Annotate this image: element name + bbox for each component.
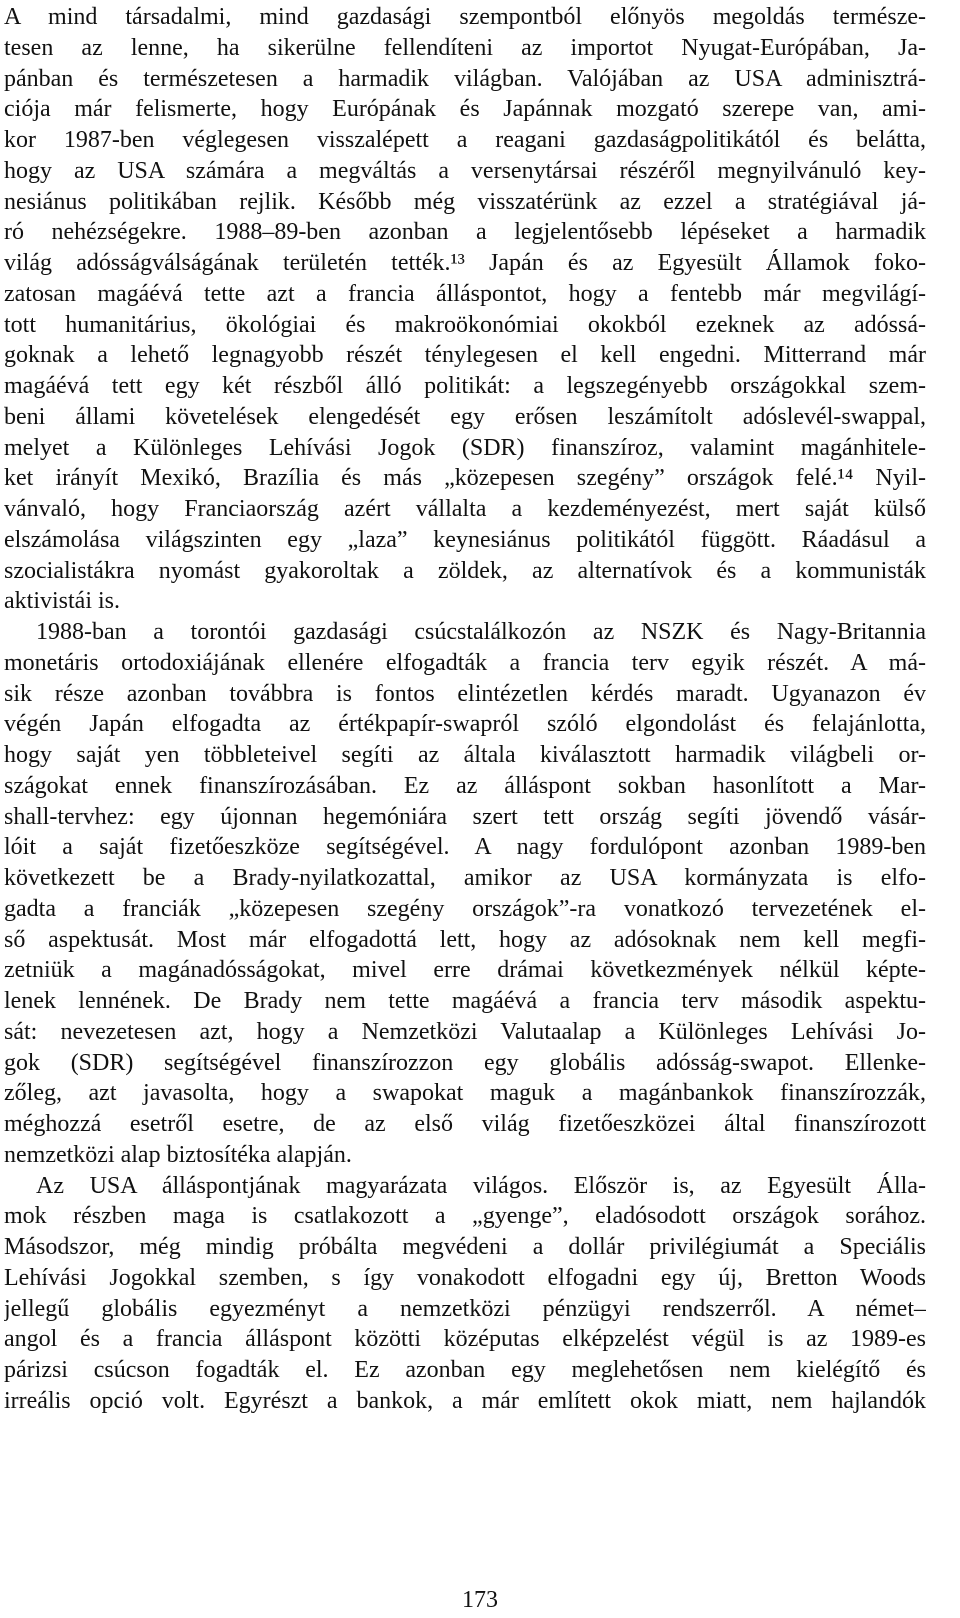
text-line: ső aspektusát. Most már elfogadottá lett, hogy az adósoknak nem kell megfi-	[4, 926, 926, 953]
text-line: Lehívási Jogokkal szemben, s így vonakodott elfogadni egy új, Bretton Woods	[4, 1264, 926, 1291]
text-line: nemzetközi alap biztosítéka alapján.	[4, 1141, 352, 1168]
text-line: zőleg, azt javasolta, hogy a swapokat maguk a magánbankok finanszírozzák,	[4, 1080, 926, 1107]
text-line: A mind társadalmi, mind gazdasági szempontból előnyös megoldás természe-	[4, 4, 926, 30]
text-line: nesiánus politikában rejlik. Később még visszatérünk az ezzel a stratégiával já-	[4, 188, 926, 215]
text-line: beni állami követelések elengedését egy erősen leszámítolt adóslevél-swappal,	[4, 403, 926, 430]
text-line: hogy saját yen többleteivel segíti az általa kiválasztott harmadik világbeli or-	[4, 742, 926, 768]
body-text	[4, 2, 926, 1417]
text-line: irreális opció volt. Egyrészt a bankok, a már említett okok miatt, nem hajlandók	[4, 1387, 926, 1414]
text-line: 1988-ban a torontói gazdasági csúcstalálkozón az NSZK és Nagy-Britannia	[36, 619, 926, 645]
text-line: vánvaló, hogy Franciaország azért vállalta a kezdeményezést, mert saját külső	[4, 496, 926, 522]
text-line: pánban és természetesen a harmadik világban. Valójában az USA adminisztrá-	[4, 65, 926, 92]
text-line: zatosan magáévá tette azt a francia álláspontot, hogy a fentebb már megvilágí-	[4, 280, 926, 307]
text-line: kor 1987-ben véglegesen visszalépett a reagani gazdaságpolitikától és belátta,	[4, 127, 926, 153]
text-line: világ adósságválságának területén tették.¹³ Japán és az Egyesült Államok foko-	[4, 250, 926, 276]
page-number: 173	[462, 1587, 498, 1613]
text-line: gok (SDR) segítségével finanszírozzon egy globális adósság-swapot. Ellenke-	[4, 1049, 926, 1076]
text-line: sik része azonban továbbra is fontos elintézetlen kérdés maradt. Ugyanazon év	[4, 680, 926, 707]
text-line: ket irányít Mexikó, Brazília és más „közepesen szegény” országok felé.¹⁴ Nyil-	[4, 465, 926, 492]
text-line: ciója már felismerte, hogy Európának és Japánnak mozgató szerepe van, ami-	[4, 96, 926, 123]
text-line: zetniük a magánadósságokat, mivel erre drámai következmények nélkül képte-	[4, 957, 926, 984]
text-line: következett be a Brady-nyilatkozattal, amikor az USA kormányzata is elfo-	[4, 865, 926, 891]
text-line: shall-tervhez: egy újonnan hegemóniára szert tett ország segíti jövendő vásár-	[4, 803, 926, 830]
text-line: Másodszor, még mindig próbálta megvédeni a dollár privilégiumát a Speciális	[4, 1234, 926, 1260]
text-line: magáévá tett egy két részből álló politikát: a legszegényebb országokkal szem-	[4, 373, 926, 399]
text-line: hogy az USA számára a megváltás a versenytársai részéről megnyilvánuló key-	[4, 157, 926, 184]
text-line: angol és a francia álláspont közötti középutas elképzelést végül is az 1989-es	[4, 1326, 926, 1353]
text-line: mok részben maga is csatlakozott a „gyenge”, eladósodott országok sorához.	[4, 1203, 926, 1230]
text-line: gadta a franciák „közepesen szegény országok”-ra vonatkozó tervezetének el-	[4, 895, 926, 922]
text-line: tesen az lenne, ha sikerülne fellendíteni az importot Nyugat-Európában, Ja-	[4, 34, 926, 61]
text-line: melyet a Különleges Lehívási Jogok (SDR) finanszíroz, valamint magánhitele-	[4, 434, 926, 461]
text-line: Az USA álláspontjának magyarázata világos. Először is, az Egyesült Álla-	[36, 1172, 926, 1199]
text-line: tott humanitárius, ökológiai és makroökonómiai okokból ezeknek az adóssá-	[4, 311, 926, 338]
text-line: szocialistákra nyomást gyakoroltak a zöldek, az alternatívok és a kommunisták	[4, 557, 926, 584]
text-line: aktivistái is.	[4, 588, 120, 615]
text-line: párizsi csúcson fogadták el. Ez azonban egy meglehetősen nem kielégítő és	[4, 1357, 926, 1383]
text-line: ró nehézségekre. 1988–89-ben azonban a legjelentősebb lépéseket a harmadik	[4, 219, 926, 246]
text-line: elszámolása világszinten egy „laza” keynesiánus politikától függött. Ráadásul a	[4, 526, 926, 553]
text-line: szágokat ennek finanszírozásában. Ez az álláspont sokban hasonlított a Mar-	[4, 772, 926, 799]
text-line: jellegű globális egyezményt a nemzetközi pénzügyi rendszerről. A német–	[4, 1295, 926, 1322]
text-line: sát: nevezetesen azt, hogy a Nemzetközi Valutaalap a Különleges Lehívási Jo-	[4, 1018, 926, 1045]
text-line: lóit a saját fizetőeszköze segítségével. A nagy fordulópont azonban 1989-ben	[4, 834, 926, 861]
text-line: végén Japán elfogadta az értékpapír-swapról szóló elgondolást és felajánlotta,	[4, 711, 926, 738]
text-line: méghozzá esetről esetre, de az első világ fizetőeszközei által finanszírozott	[4, 1111, 926, 1137]
text-line: lenek lennének. De Brady nem tette magáévá a francia terv második aspektu-	[4, 988, 926, 1014]
text-line: goknak a lehető legnagyobb részét ténylegesen el kell engedni. Mitterrand már	[4, 342, 926, 369]
text-line: monetáris ortodoxiájának ellenére elfogadták a francia terv egyik részét. A má-	[4, 649, 926, 676]
